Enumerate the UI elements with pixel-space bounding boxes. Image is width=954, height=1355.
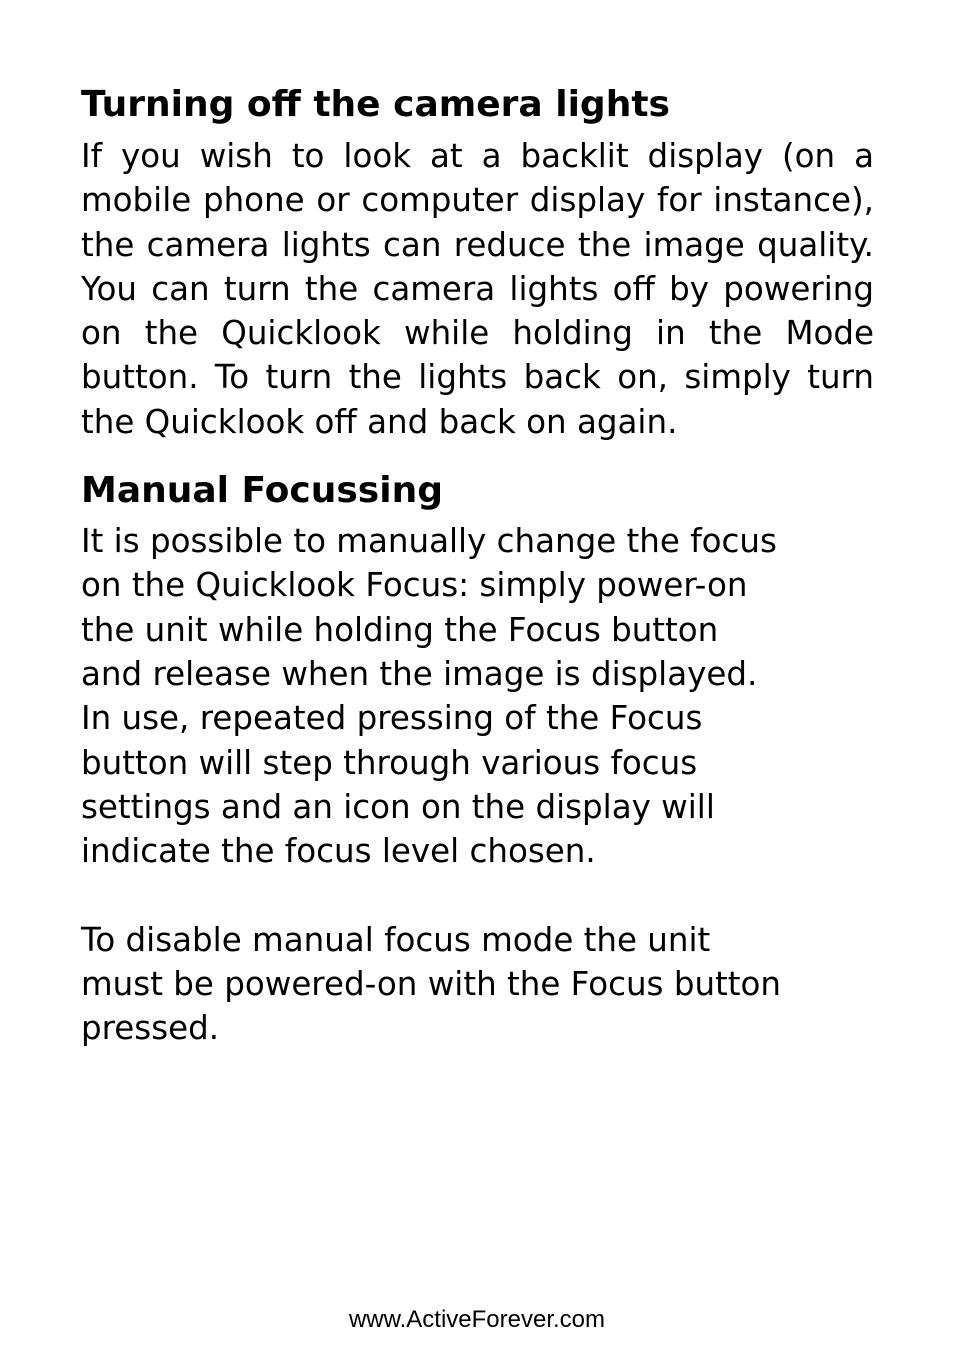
footer-website: www.ActiveForever.com (348, 1306, 606, 1333)
camera-lights-paragraph: If you wish to look at a backlit display (on a mobile phone or computer display for instance), the camera lights can reduce the image quality. You can turn the camera lights off by powering on the Quicklook while holding in the Mode button. To turn the lights back on, simply turn the Quicklook off and back on again. (81, 137, 874, 441)
section-heading-manual-focussing: Manual Focussing (81, 470, 443, 512)
manual-focus-paragraph: It is possible to manually change the focus on the Quicklook Focus: simply power-on the unit while holding the Focus button and release when the image is displayed. In use, repeated pressing of the Focus button will step through various focus settings and an icon on the display will indicate the focus level chosen. (81, 522, 777, 871)
paragraph-gap (81, 873, 874, 917)
section-camera-lights (81, 80, 874, 444)
page-content (81, 80, 874, 1051)
disable-focus-paragraph: To disable manual focus mode the unit must be powered-on with the Focus button pressed. (81, 920, 782, 1048)
section-manual-focussing (81, 466, 874, 1051)
section-heading-camera-lights: Turning off the camera lights (81, 84, 670, 125)
